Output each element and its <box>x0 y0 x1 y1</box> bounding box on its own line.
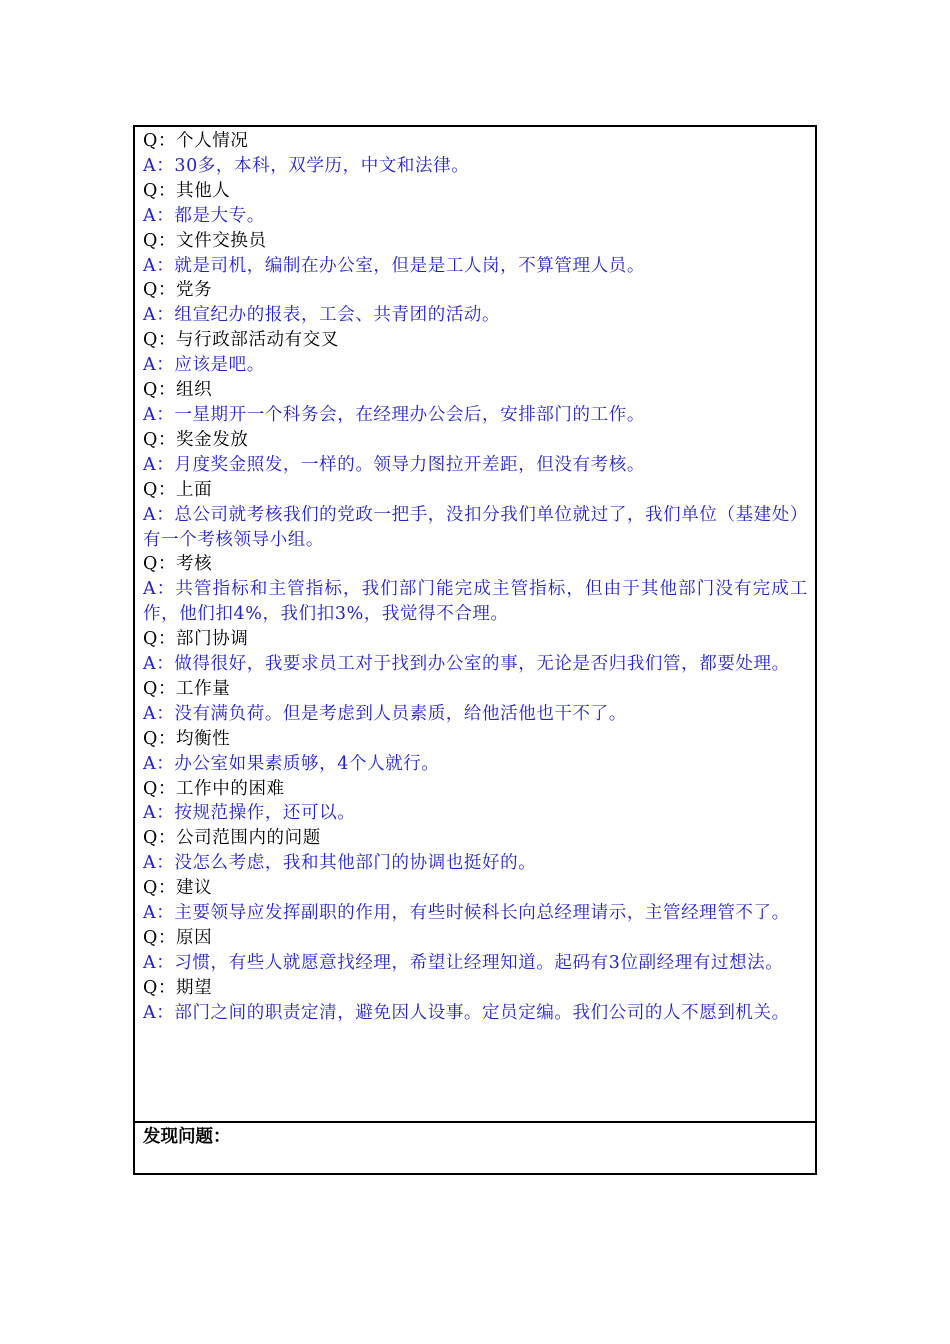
qa-pair-10 <box>143 627 808 677</box>
interview-table <box>133 125 817 1175</box>
answer-line: A：一星期开一个科务会，在经理办公会后，安排部门的工作。 <box>143 404 645 425</box>
answer-line: A：总公司就考核我们的党政一把手，没扣分我们单位就过了，我们单位（基建处）有一个考核领导小组。 <box>143 504 808 550</box>
answer-line: A：按规范操作，还可以。 <box>143 803 356 824</box>
question-line: Q：个人情况 <box>143 131 249 151</box>
qa-pair-13 <box>143 777 808 827</box>
question-line: Q：党务 <box>143 280 213 301</box>
question-line: Q：公司范围内的问题 <box>143 828 321 849</box>
answer-line: A：应该是吧。 <box>143 355 265 376</box>
qa-pair-14 <box>143 826 808 876</box>
qa-pair-17 <box>143 976 808 1026</box>
qa-pair-9 <box>143 552 808 627</box>
qa-pair-11 <box>143 677 808 727</box>
qa-pair-12 <box>143 727 808 777</box>
answer-line: A：共管指标和主管指标，我们部门能完成主管指标，但由于其他部门没有完成工作，他们扣4%，我们扣3%，我觉得不合理。 <box>143 579 808 625</box>
qa-pair-2 <box>143 179 808 229</box>
question-line: Q：工作量 <box>143 678 231 699</box>
answer-line: A：部门之间的职责定清，避免因人设事。定员定编。我们公司的人不愿到机关。 <box>143 1002 790 1023</box>
question-line: Q：原因 <box>143 928 213 948</box>
question-line: Q：其他人 <box>143 180 231 201</box>
qa-pair-15 <box>143 876 808 926</box>
question-line: Q：与行政部活动有交叉 <box>143 330 339 351</box>
qa-pair-5 <box>143 328 808 378</box>
question-line: Q：均衡性 <box>143 728 231 749</box>
qa-pair-8 <box>143 478 808 553</box>
question-line: Q：组织 <box>143 380 213 401</box>
answer-line: A：都是大专。 <box>143 205 265 226</box>
qa-pair-4 <box>143 278 808 328</box>
qa-pair-6 <box>143 378 808 428</box>
answer-line: A：办公室如果素质够，4个人就行。 <box>143 753 440 774</box>
question-line: Q：考核 <box>143 554 213 575</box>
answer-line: A：没有满负荷。但是考虑到人员素质，给他活他也干不了。 <box>143 703 627 724</box>
answer-line: A：没怎么考虑，我和其他部门的协调也挺好的。 <box>143 853 537 874</box>
qa-pair-1 <box>143 129 808 179</box>
answer-line: A：30多，本科，双学历，中文和法律。 <box>143 155 470 176</box>
qa-pair-16 <box>143 926 808 976</box>
question-line: Q：工作中的困难 <box>143 778 285 799</box>
qa-pair-3 <box>143 229 808 279</box>
answer-line: A：习惯，有些人就愿意找经理，希望让经理知道。起码有3位副经理有过想法。 <box>143 952 784 973</box>
answer-line: A：就是司机，编制在办公室，但是是工人岗，不算管理人员。 <box>143 255 645 276</box>
question-line: Q：奖金发放 <box>143 429 249 450</box>
qa-pair-7 <box>143 428 808 478</box>
question-line: Q：建议 <box>143 878 213 899</box>
findings-cell <box>135 1123 815 1173</box>
question-line: Q：部门协调 <box>143 629 249 650</box>
answer-line: A：主要领导应发挥副职的作用，有些时候科长向总经理请示，主管经理管不了。 <box>143 903 790 924</box>
answer-line: A：组宣纪办的报表，工会、共青团的活动。 <box>143 305 501 326</box>
findings-label: 发现问题： <box>143 1127 231 1147</box>
answer-line: A：月度奖金照发，一样的。领导力图拉开差距，但没有考核。 <box>143 454 645 475</box>
question-line: Q：文件交换员 <box>143 230 267 251</box>
question-line: Q：上面 <box>143 479 213 500</box>
answer-line: A：做得很好，我要求员工对于找到办公室的事，无论是否归我们管，都要处理。 <box>143 654 790 675</box>
interview-qa-cell <box>135 127 815 1123</box>
question-line: Q：期望 <box>143 977 213 998</box>
